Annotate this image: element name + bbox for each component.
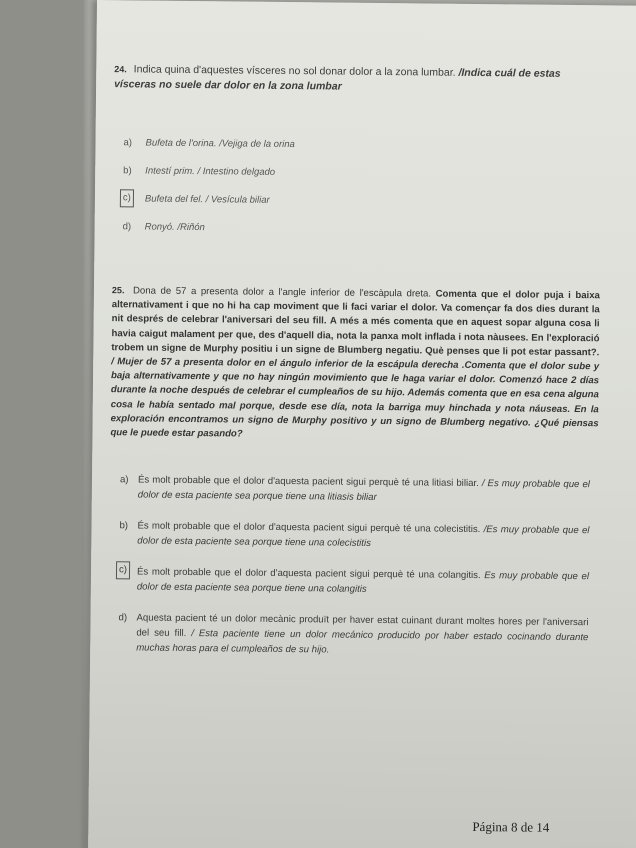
option-letter: b) <box>123 165 132 177</box>
question-text-catalan-3: A més a més comenta que en aquest sopar alguna cosa li havia caigut malament per que, des d'aquell dia, nota la panxa molt inflada i nota nàusees. En l'exploració trobem un signe de Murphy positiu i un signe de Blumberg negatiu. Què penses que li pot estar passant?. <box>111 315 600 359</box>
question-text-catalan-1: Dona de 57 a presenta dolor a l'angle inferior de l'escàpula dreta. <box>132 285 432 300</box>
option-letter-marked: c) <box>116 561 130 579</box>
option-text-spanish: Es muy probable que el dolor de esta paciente sea porque tiene una colangitis <box>136 570 590 595</box>
option-d[interactable] <box>118 610 588 660</box>
option-b[interactable] <box>123 164 523 196</box>
option-letter: d) <box>118 612 128 624</box>
option-d[interactable] <box>122 220 522 252</box>
option-letter: b) <box>119 520 129 532</box>
option-text: Intestí prim. / Intestino delgado <box>145 165 276 178</box>
option-letter: d) <box>122 221 132 233</box>
option-text: Ronyó. /Riñón <box>144 221 205 234</box>
option-c-marked[interactable] <box>119 564 589 599</box>
question-number: 24. <box>114 64 127 75</box>
option-text-catalan: És molt probable que el dolor d'aquesta pacient sigui perquè té una colangitis. <box>136 566 481 582</box>
option-text: Bufeta del fel. / Vesícula biliar <box>144 193 270 206</box>
question-text-spanish: /Indica cuál de estas vísceras no suele dar dolor en la zona lumbar <box>114 66 561 93</box>
option-text-spanish: / Es muy probable que el dolor de esta paciente sea porque tiene una litiasis biliar <box>137 478 591 503</box>
option-text: Bufeta de l'orina. /Vejiga de la orina <box>145 137 295 151</box>
question-24 <box>114 62 574 97</box>
option-letter: a) <box>123 137 133 149</box>
option-a[interactable] <box>120 472 590 507</box>
option-text-spanish: / Esta paciente tiene un dolor mecánico producido por haber estado cocinando durante muchas horas para el cumpleaños de su hijo. <box>136 628 589 656</box>
question-text-catalan: Indica quina d'aquestes vísceres no sol donar dolor a la zona lumbar. <box>133 63 456 79</box>
question-25 <box>110 283 600 445</box>
option-text-spanish: /Es muy probable que el dolor de esta paciente sea porque tiene una colecistitis <box>137 524 590 549</box>
option-c-marked[interactable] <box>123 192 523 224</box>
question-text-spanish: / Mujer de 57 a presenta dolor en el ángulo inferior de la escápula derecha .Comenta que el dolor sube y baja alternativamente y que no hay ningún movimiento que le haga variar el dolor. Comenzó hace 2 días durante la noche después de celebrar el cumpleaños de su hijo. Además comenta que en esa cena alguna cosa le había sentado mal porque, desde ese día, nota la barriga muy hinchada y nota náuseas. En la exploración encontramos un signo de Murphy positivo y un signo de Blumberg negativo. ¿Qué piensas que le puede estar pasando? <box>110 356 600 440</box>
option-text-catalan: Aquesta pacient té un dolor mecànic produït per haver estat cuinant durant moltes hores per l'aniversari del seu fill. <box>136 612 589 639</box>
question-text-catalan <box>111 285 600 358</box>
page-number: Página 8 de 14 <box>472 818 550 835</box>
question-24-options <box>122 136 523 252</box>
option-text-catalan: És molt probable que el dolor d'aquesta pacient sigui perquè té una litiasi biliar. <box>137 474 479 490</box>
option-letter: a) <box>119 474 129 486</box>
question-text-catalan-2: Comenta que el dolor puja i baixa alternativament i que no hi ha cap moviment que li faci variar el dolor. Va començar fa dos dies durant la nit després de celebrar l'aniversari del seu fill. <box>111 288 600 327</box>
option-letter-marked: c) <box>120 189 134 207</box>
exam-page <box>88 0 636 848</box>
question-number: 25. <box>111 285 125 296</box>
option-text-catalan: És molt probable que el dolor d'aquesta pacient sigui perquè té una colecistitis. <box>137 520 481 536</box>
option-a[interactable] <box>123 136 523 168</box>
option-b[interactable] <box>119 518 589 553</box>
question-25-options <box>118 472 590 676</box>
